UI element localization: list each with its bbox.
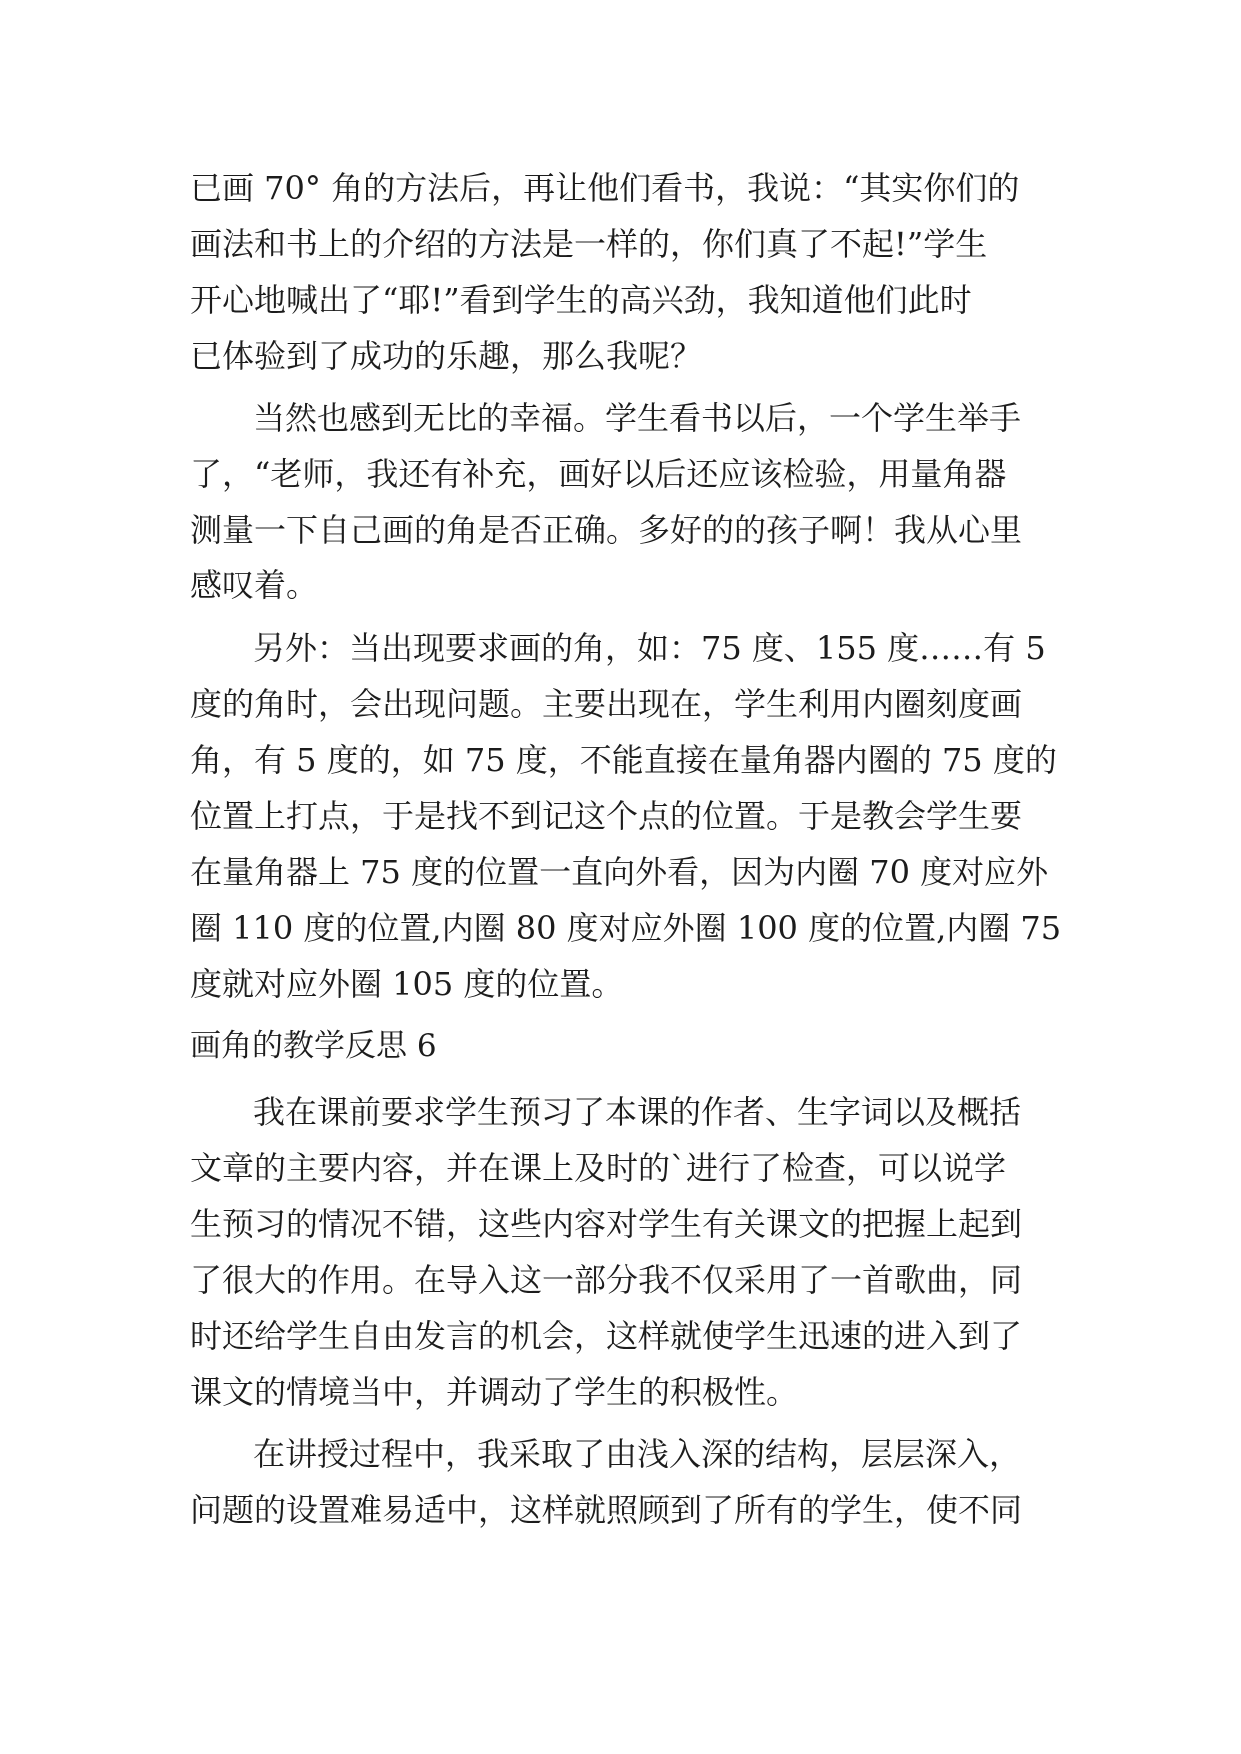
text-line: 画法和书上的介绍的方法是一样的，你们真了不起!”学生 xyxy=(190,225,988,263)
text-line: 度就对应外圈 105 度的位置。 xyxy=(190,965,624,1003)
section-heading: 画角的教学反思 6 xyxy=(190,1028,437,1064)
text-line: 生预习的情况不错，这些内容对学生有关课文的把握上起到 xyxy=(190,1205,1023,1243)
text-line: 课文的情境当中，并调动了学生的积极性。 xyxy=(190,1373,799,1411)
text-line: 文章的主要内容，并在课上及时的`进行了检查，可以说学 xyxy=(190,1149,1007,1187)
text-line: 角，有 5 度的，如 75 度，不能直接在量角器内圈的 75 度的 xyxy=(190,741,1057,779)
text-line: 了很大的作用。在导入这一部分我不仅采用了一首歌曲，同 xyxy=(190,1261,1023,1299)
text-line: 测量一下自己画的角是否正确。多好的的孩子啊！我从心里 xyxy=(190,511,1023,549)
text-line: 圈 110 度的位置,内圈 80 度对应外圈 100 度的位置,内圈 75 xyxy=(190,909,1062,947)
text-line: 时还给学生自由发言的机会，这样就使学生迅速的进入到了 xyxy=(190,1317,1023,1355)
text-line: 在量角器上 75 度的位置一直向外看，因为内圈 70 度对应外 xyxy=(190,853,1049,891)
paragraph-first-line: 当然也感到无比的幸福。学生看书以后，一个学生举手 xyxy=(253,399,1022,437)
text-line: 已体验到了成功的乐趣，那么我呢？ xyxy=(190,337,703,375)
text-line: 感叹着。 xyxy=(190,566,319,604)
text-line: 了，“老师，我还有补充，画好以后还应该检验，用量角器 xyxy=(190,455,1007,493)
paragraph-first-line: 在讲授过程中，我采取了由浅入深的结构，层层深入， xyxy=(253,1435,1022,1473)
text-line: 已画 70° 角的方法后，再让他们看书，我说：“其实你们的 xyxy=(190,169,1020,207)
paragraph-first-line: 另外：当出现要求画的角，如：75 度、155 度……有 5 xyxy=(253,629,1046,667)
text-line: 开心地喊出了“耶!”看到学生的高兴劲，我知道他们此时 xyxy=(190,281,972,319)
text-line: 位置上打点，于是找不到记这个点的位置。于是教会学生要 xyxy=(190,797,1023,835)
paragraph-first-line: 我在课前要求学生预习了本课的作者、生字词以及概括 xyxy=(253,1093,1022,1131)
text-line: 问题的设置难易适中，这样就照顾到了所有的学生，使不同 xyxy=(190,1491,1023,1529)
text-line: 度的角时，会出现问题。主要出现在，学生利用内圈刻度画 xyxy=(190,685,1023,723)
